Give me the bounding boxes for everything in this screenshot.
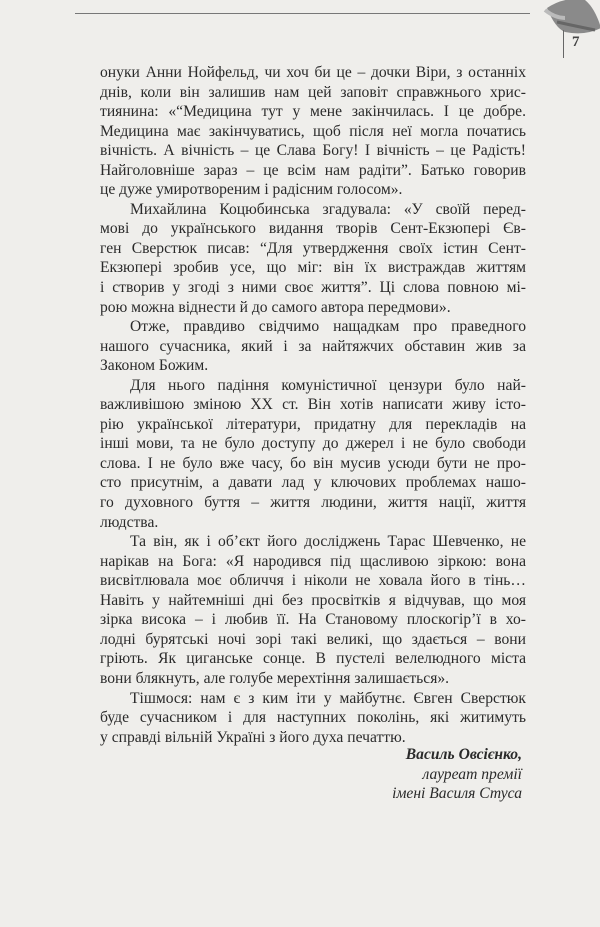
text-line: висвітлювала моє обличчя і ніколи не ховала його в тінь…: [100, 572, 526, 590]
text-line: Екзюпері зробив усе, що міг: він їх вистраждав життям: [100, 259, 526, 277]
text-line: тиянина: «“Медицина тут у мене закінчилась. І це добре.: [100, 103, 526, 121]
text-line: ген Сверстюк писав: “Для утвердження своїх істин Сент-: [100, 239, 526, 257]
paragraph: [100, 200, 526, 317]
page-number: 7: [572, 34, 580, 50]
text-line: вони блякнуть, але голубе мерехтіння залишається».: [100, 669, 450, 687]
text-line: Законом Божим.: [100, 357, 209, 375]
text-line: Найголовніше зараз – це всім нам радіти”. Батько говорив: [100, 161, 526, 179]
text-line: днів, коли він залишив нам цей заповіт справжнього хрис-: [100, 83, 526, 101]
text-line: рою можна віднести й до самого автора передмови».: [100, 298, 451, 316]
text-line: Медицина має закінчуватись, щоб після неї могла початись: [100, 122, 526, 140]
paragraph: [100, 689, 526, 748]
bell-icon: [535, 0, 600, 38]
text-line: буде сучасником і для наступних поколінь, які житимуть: [100, 709, 526, 727]
header-rule: [75, 13, 530, 14]
text-line: слова. І не було вже часу, бо він мусив усюди бути не про-: [100, 454, 526, 472]
author-title-line2: імені Василя Стуса: [392, 785, 522, 802]
text-line: нашого сучасника, який і за найтяжчих обставин жив за: [100, 337, 526, 355]
body-text: [100, 63, 526, 747]
text-line: лодні бурятські ночі зорі такі великі, що здається – вони: [100, 630, 526, 648]
page-number-divider: [563, 30, 564, 58]
text-line: Отже, правдиво свідчимо нащадкам про праведного: [130, 318, 526, 336]
text-line: це дуже умиротвореним і радісним голосом».: [100, 181, 403, 199]
text-line: зірка висока – і любив її. На Становому плоскогір’ї в хо-: [100, 611, 526, 629]
text-line: Тішмося: нам є з ким іти у майбутнє. Євген Сверстюк: [130, 689, 526, 707]
text-line: нарікав на Бога: «Я народився під щасливою зіркою: вона: [100, 552, 526, 570]
text-line: гріють. Як циганське сонце. В пустелі велелюдного міста: [100, 650, 526, 668]
text-line: людства.: [100, 513, 159, 531]
text-line: інші мови, та не було доступу до джерел і не було свободи: [100, 435, 526, 453]
paragraph: [100, 376, 526, 532]
text-line: Навіть у найтемніші дні без просвітків я відчував, що моя: [100, 591, 526, 609]
text-line: важливішою зміною XX ст. Він хотів написати живу істо-: [100, 396, 526, 414]
author-title-line1: лауреат премії: [422, 765, 522, 783]
text-line: онуки Анни Нойфельд, чи хоч би це – дочки Віри, з останніх: [100, 64, 526, 81]
paragraph: [100, 317, 526, 376]
text-line: мові до українського видання творів Сент-Екзюпері Єв-: [100, 220, 526, 238]
text-line: Та він, як і об’єкт його досліджень Тарас Шевченко, не: [130, 533, 526, 551]
text-line: Михайлина Коцюбинська згадувала: «У своїй перед-: [130, 200, 526, 218]
paragraph: [100, 63, 526, 200]
text-line: вічність. А вічність – це Слава Богу! І вічність – це Радість!: [100, 142, 526, 160]
text-line: го духовного буття – життя людини, життя нації, життя: [100, 494, 526, 512]
paragraph: [100, 532, 526, 688]
text-line: у справді вільній Україні з його духа печаттю.: [100, 728, 406, 746]
text-line: рію української літератури, придатну для перекладів на: [100, 415, 526, 433]
author-name: Василь Овсієнко,: [405, 746, 522, 763]
text-line: сто присутнім, а давати лад у ключових проблемах нашо-: [100, 474, 526, 492]
text-line: і створив у згоді з ними своє життя”. Ці слова повною мі-: [100, 279, 526, 297]
text-line: Для нього падіння комуністичної цензури було най-: [130, 376, 526, 394]
signature: [392, 745, 522, 804]
